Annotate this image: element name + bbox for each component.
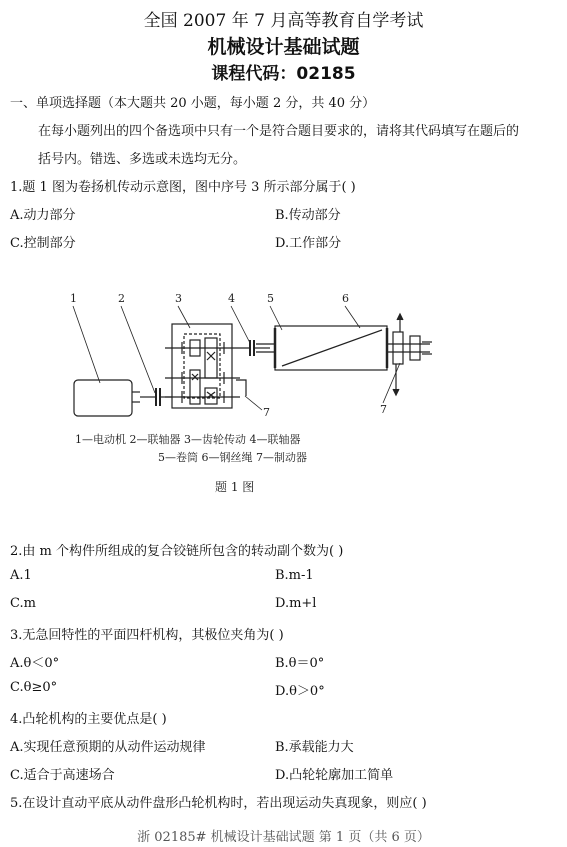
course-code: 课程代码：02185	[211, 64, 356, 84]
q3-option-a: A.θ＜0°	[10, 656, 60, 671]
label-6: 6	[342, 292, 349, 305]
q2-option-a: A.1	[10, 568, 32, 583]
q1-option-b: B.传动部分	[275, 208, 341, 223]
question-5: 5.在设计直动平底从动件盘形凸轮机构时，若出现运动失真现象，则应( )	[10, 796, 427, 811]
question-2: 2.由 m 个构件所组成的复合铰链所包含的转动副个数为( )	[10, 544, 344, 559]
section-heading: 一、单项选择题（本大题共 20 小题，每小题 2 分，共 40 分）	[10, 96, 376, 111]
q4-option-d: D.凸轮轮廓加工简单	[275, 768, 394, 783]
question-4: 4.凸轮机构的主要优点是( )	[10, 712, 167, 727]
gearbox-housing	[172, 324, 232, 408]
label-5: 5	[267, 292, 274, 305]
label-7-right: 7	[380, 403, 387, 416]
label-2: 2	[118, 292, 125, 305]
q2-option-d: D.m+l	[275, 596, 317, 611]
question-3: 3.无急回特性的平面四杆机构，其极位夹角为( )	[10, 628, 284, 643]
subject-title: 机械设计基础试题	[207, 36, 360, 58]
q4-option-b: B.承载能力大	[275, 740, 354, 755]
q4-option-c: C.适合于高速场合	[10, 768, 115, 783]
legend-line-2: 5—卷筒 6—钢丝绳 7—制动器	[158, 451, 307, 464]
figure-caption: 题 1 图	[215, 480, 255, 494]
question-1: 1.题 1 图为卷扬机传动示意图，图中序号 3 所示部分属于( )	[10, 180, 356, 195]
q3-option-d: D.θ＞0°	[275, 684, 325, 699]
page-footer: 浙 02185# 机械设计基础试题 第 1 页（共 6 页）	[137, 830, 430, 845]
q2-option-c: C.m	[10, 596, 36, 611]
label-7-left: 7	[263, 406, 270, 419]
section-instructions-2: 括号内。错选、多选或未选均无分。	[38, 152, 247, 167]
q1-option-c: C.控制部分	[10, 236, 76, 251]
q2-option-b: B.m-1	[275, 568, 314, 583]
legend-line-1: 1—电动机 2—联轴器 3—齿轮传动 4—联轴器	[75, 433, 301, 446]
winch-transmission-diagram	[60, 288, 460, 498]
q3-option-c: C.θ≥0°	[10, 680, 58, 695]
label-4: 4	[228, 292, 235, 305]
q1-option-a: A.动力部分	[10, 208, 76, 223]
section-instructions-1: 在每小题列出的四个备选项中只有一个是符合题目要求的，请将其代码填写在题后的	[38, 124, 520, 139]
label-1: 1	[70, 292, 77, 305]
q1-option-d: D.工作部分	[275, 236, 342, 251]
exam-title: 全国 2007 年 7 月高等教育自学考试	[143, 11, 424, 31]
q4-option-a: A.实现任意预期的从动件运动规律	[10, 740, 206, 755]
q3-option-b: B.θ＝0°	[275, 656, 325, 671]
label-3: 3	[175, 292, 182, 305]
motor-body	[74, 380, 132, 416]
